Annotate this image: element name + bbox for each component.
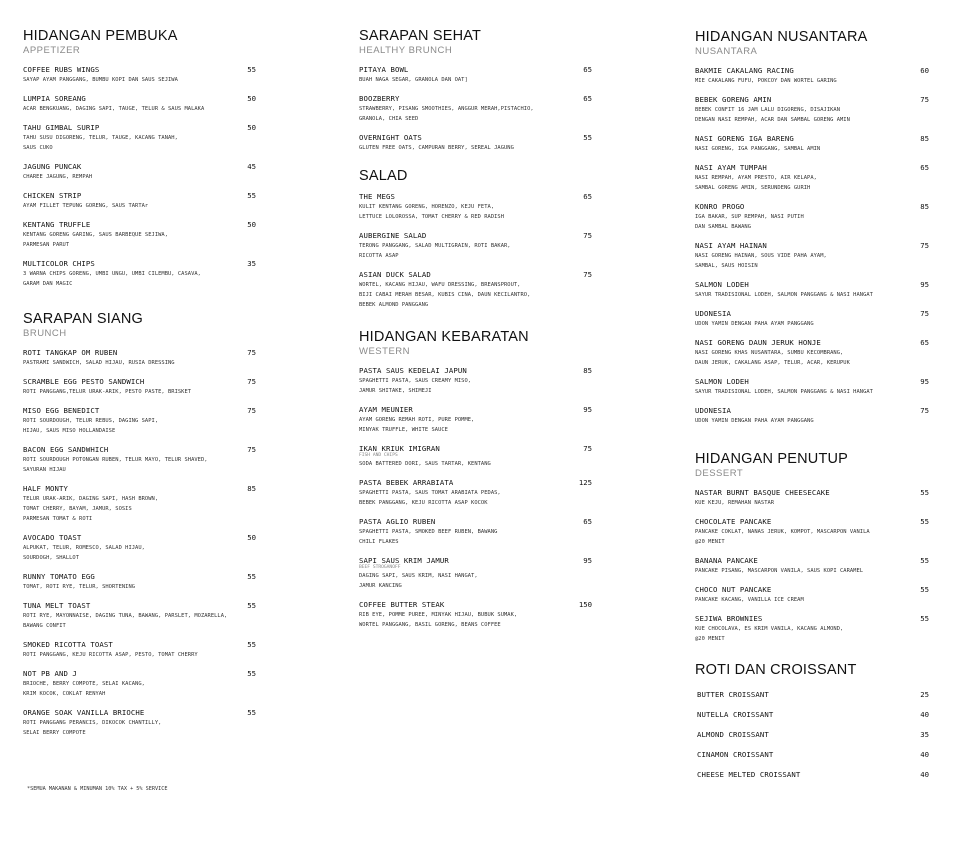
menu-item	[23, 348, 256, 368]
menu-item-price: 75	[920, 95, 929, 104]
section-title: HIDANGAN KEBARATAN	[359, 329, 529, 345]
menu-item-description: BIJI CABAI MERAH BESAR, KUBIS CINA, DAUN KECILANTRO,	[359, 292, 531, 298]
section-subtitle: DESSERT	[695, 468, 744, 479]
menu-item-description: SAYAP AYAM PANGGANG, BUMBU KOPI DAN SAUS SEJIWA	[23, 77, 178, 83]
menu-item-description: CHILI FLAKES	[359, 539, 399, 545]
menu-item	[23, 669, 256, 699]
menu-item-list	[695, 488, 929, 644]
menu-item	[695, 614, 929, 644]
menu-item-name: RUNNY TOMATO EGG	[23, 572, 95, 581]
menu-item	[695, 730, 929, 750]
section-hidangan-penutup	[695, 451, 929, 653]
menu-item-price: 85	[247, 484, 256, 493]
menu-item-name: AYAM MEUNIER	[359, 405, 413, 414]
section-roti-dan-croissant	[695, 662, 929, 790]
menu-item-description: SAUS CUKO	[23, 145, 53, 151]
menu-item-price: 95	[583, 556, 592, 565]
menu-item-name: BACON EGG SANDWHICH	[23, 445, 109, 454]
menu-item-price: 55	[247, 708, 256, 717]
menu-item	[359, 556, 592, 591]
menu-item	[23, 377, 256, 397]
menu-item-price: 55	[247, 669, 256, 678]
menu-item	[695, 95, 929, 125]
menu-item-description: WORTEL PANGGANG, BASIL GORENG, BEANS COFFEE	[359, 622, 501, 628]
menu-item-description: PASTRAMI SANDWICH, SALAD HIJAU, RUSIA DRESSING	[23, 360, 175, 366]
menu-item-description: ROTI PANGGANG, KEJU RICOTTA ASAP, PESTO, TOMAT CHERRY	[23, 652, 198, 658]
menu-item-price: 75	[247, 406, 256, 415]
menu-item-list	[23, 65, 256, 289]
menu-item-price: 55	[920, 556, 929, 565]
menu-item-name: NASI AYAM HAINAN	[695, 241, 767, 250]
menu-item-description: RICOTTA ASAP	[359, 253, 399, 259]
menu-item-name: OVERNIGHT OATS	[359, 133, 422, 142]
menu-item-name: NOT PB AND J	[23, 669, 77, 678]
menu-item-name: UDONESIA	[695, 309, 731, 318]
menu-item-price: 35	[247, 259, 256, 268]
menu-item-price: 95	[583, 405, 592, 414]
menu-item-description: AYAM GORENG REMAH ROTI, PURE POMME,	[359, 417, 475, 423]
menu-item-price: 55	[920, 585, 929, 594]
section-subtitle: NUSANTARA	[695, 46, 758, 57]
menu-item-name: SALMON LODEH	[695, 377, 749, 386]
menu-item-description: MIE CAKALANG FUFU, POKCOY DAN WORTEL GARING	[695, 78, 837, 84]
menu-item-tag: BEEF STROGANOFF	[359, 565, 401, 570]
menu-item-list	[359, 366, 592, 630]
menu-item-name: SMOKED RICOTTA TOAST	[23, 640, 113, 649]
menu-item-price: 55	[247, 601, 256, 610]
menu-item-description: ACAR BENGKUANG, DAGING SAPI, TAUGE, TELUR & SAUS MALAKA	[23, 106, 205, 112]
menu-item-description: BRIOCHE, BERRY COMPOTE, SELAI KACANG,	[23, 681, 145, 687]
menu-item-description: JAMUR SHITAKE, SHIMEJI	[359, 388, 432, 394]
menu-item	[23, 445, 256, 475]
menu-item-name: PASTA BEBEK ARRABIATA	[359, 478, 454, 487]
section-subtitle: BRUNCH	[23, 328, 67, 339]
menu-item	[359, 600, 592, 630]
menu-item-description: KULIT KENTANG GORENG, HORENZO, KEJU FETA,	[359, 204, 495, 210]
menu-item-price: 55	[920, 517, 929, 526]
menu-item-tag: FISH AND CHIPS	[359, 453, 398, 458]
menu-item-price: 50	[247, 533, 256, 542]
menu-item-description: SPAGHETTI PASTA, SMOKED BEEF RUBEN, BAWANG	[359, 529, 498, 535]
section-hidangan-kebaratan	[359, 329, 592, 639]
menu-item-name: HALF MONTY	[23, 484, 68, 493]
menu-item-description: TAHU SUSU DIGORENG, TELUR, TAUGE, KACANG TANAH,	[23, 135, 178, 141]
menu-item-name: AUBERGINE SALAD	[359, 231, 427, 240]
menu-item-price: 45	[247, 162, 256, 171]
menu-item-description: HIJAU, SAUS MISO HOLLANDAISE	[23, 428, 116, 434]
menu-item-name: ROTI TANGKAP OM RUBEN	[23, 348, 118, 357]
menu-item-list	[23, 348, 256, 738]
menu-item-description: SAYUR TRADISIONAL LODEH, SALMON PANGGANG & NASI HANGAT	[695, 389, 873, 395]
menu-item	[695, 750, 929, 770]
section-sarapan-siang	[23, 311, 256, 747]
menu-item	[23, 94, 256, 114]
menu-item-name: UDONESIA	[695, 406, 731, 415]
menu-item-description: SAMBAL, SAUS HOISIN	[695, 263, 758, 269]
menu-item-name: TUNA MELT TOAST	[23, 601, 91, 610]
menu-item	[695, 202, 929, 232]
menu-item-description: PARMESAN TOMAT & ROTI	[23, 516, 93, 522]
menu-item-description: ROTI SOURDOUGH, TELUR REBUS, DAGING SAPI,	[23, 418, 159, 424]
menu-item-price: 75	[920, 406, 929, 415]
menu-item-name: BANANA PANCAKE	[695, 556, 758, 565]
menu-item	[23, 123, 256, 153]
menu-item-price: 65	[920, 163, 929, 172]
menu-item-price: 65	[583, 192, 592, 201]
menu-item-name: ASIAN DUCK SALAD	[359, 270, 431, 279]
menu-item-name: IKAN KRIUK IMIGRAN	[359, 444, 440, 453]
menu-item-price: 75	[920, 309, 929, 318]
menu-item-description: ROTI SOURDOUGH POTONGAN RUBEN, TELUR MAYO, TELUR SHAVED,	[23, 457, 208, 463]
tax-footnote: *SEMUA MAKANAN & MINUMAN 10% TAX + 5% SERVICE	[27, 786, 168, 792]
menu-item-description: BEBEK ALMOND PANGGANG	[359, 302, 429, 308]
menu-item-description: SODA BATTERED DORI, SAUS TARTAR, KENTANG	[359, 461, 491, 467]
menu-item-name: NASI GORENG DAUN JERUK HONJE	[695, 338, 821, 347]
menu-item	[359, 405, 592, 435]
menu-item-description: GARAM DAN MAGIC	[23, 281, 73, 287]
menu-item-name: SCRAMBLE EGG PESTO SANDWICH	[23, 377, 145, 386]
menu-item-name: THE MEGS	[359, 192, 395, 201]
menu-item	[23, 259, 256, 289]
menu-item-price: 55	[920, 614, 929, 623]
menu-item	[23, 601, 256, 631]
menu-item	[695, 690, 929, 710]
menu-item-price: 65	[583, 65, 592, 74]
menu-item	[695, 241, 929, 271]
menu-item-price: 55	[583, 133, 592, 142]
section-title: SARAPAN SIANG	[23, 311, 143, 327]
section-subtitle: APPETIZER	[23, 45, 81, 56]
menu-item-name: BEBEK GORENG AMIN	[695, 95, 772, 104]
menu-item	[695, 710, 929, 730]
menu-item-name: CHOCOLATE PANCAKE	[695, 517, 772, 526]
menu-item-description: KENTANG GORENG GARING, SAUS BARBEQUE SEJIWA,	[23, 232, 168, 238]
menu-item-name: PASTA SAUS KEDELAI JAPUN	[359, 366, 467, 375]
menu-item-description: STRAWBERRY, PISANG SMOOTHIES, ANGGUR MERAH,PISTACHIO,	[359, 106, 534, 112]
menu-item-description: NASI GORENG HAINAN, SOUS VIDE PAHA AYAM,	[695, 253, 827, 259]
menu-item-price: 75	[247, 377, 256, 386]
menu-item	[359, 133, 592, 153]
menu-item-list	[359, 65, 592, 153]
menu-item-list	[695, 690, 929, 790]
menu-item	[359, 192, 592, 222]
menu-item-price: 85	[583, 366, 592, 375]
menu-item-name: NASI AYAM TUMPAH	[695, 163, 767, 172]
menu-item-name: JAGUNG PUNCAK	[23, 162, 82, 171]
menu-item-description: ROTI PANGGANG,TELUR URAK-ARIK, PESTO PASTE, BRISKET	[23, 389, 192, 395]
menu-item-name: BUTTER CROISSANT	[697, 690, 769, 699]
section-subtitle: WESTERN	[359, 346, 410, 357]
menu-item-description: SAYUR TRADISIONAL LODEH, SALMON PANGGANG & NASI HANGAT	[695, 292, 873, 298]
menu-item-description: BEBEK CONFIT 16 JAM LALU DIGORENG, DISAJIKAN	[695, 107, 840, 113]
menu-item-description: @20 MENIT	[695, 539, 725, 545]
menu-item	[23, 65, 256, 85]
menu-item-name: CINAMON CROISSANT	[697, 750, 774, 759]
menu-item-description: LETTUCE LOLOROSSA, TOMAT CHERRY & RED RADISH	[359, 214, 504, 220]
menu-item-description: RIB EYE, POMME PUREE, MINYAK HIJAU, BUBUK SUMAK,	[359, 612, 518, 618]
menu-item-price: 65	[920, 338, 929, 347]
menu-item-description: DAUN JERUK, CAKALANG ASAP, TELUR, ACAR, KERUPUK	[695, 360, 850, 366]
menu-item-price: 40	[920, 770, 929, 779]
menu-item	[695, 338, 929, 368]
menu-item-price: 75	[247, 348, 256, 357]
menu-item-name: NASI GORENG IGA BARENG	[695, 134, 794, 143]
menu-item-description: ALPUKAT, TELUR, ROMESCO, SALAD HIJAU,	[23, 545, 145, 551]
menu-item	[359, 231, 592, 261]
section-title: SARAPAN SEHAT	[359, 28, 482, 44]
menu-item-price: 150	[578, 600, 592, 609]
menu-item-description: BEBEK PANGGANG, KEJU RICOTTA ASAP KOCOK	[359, 500, 488, 506]
menu-item-name: MULTICOLOR CHIPS	[23, 259, 95, 268]
menu-item	[695, 488, 929, 508]
menu-item-name: NUTELLA CROISSANT	[697, 710, 774, 719]
menu-item-description: ROTI PANGGANG PERANCIS, DIKOCOK CHANTILLY,	[23, 720, 162, 726]
menu-item-description: GLUTEN FREE OATS, CAMPURAN BERRY, SEREAL JAGUNG	[359, 145, 514, 151]
menu-item-description: NASI GORENG KHAS NUSANTARA, SUMBU KECOMBRANG,	[695, 350, 844, 356]
menu-item-price: 50	[247, 94, 256, 103]
menu-item-list	[695, 66, 929, 426]
menu-item-description: SPAGHETTI PASTA, SAUS CREAMY MISO,	[359, 378, 472, 384]
menu-item	[695, 585, 929, 605]
section-title: HIDANGAN PENUTUP	[695, 451, 849, 467]
menu-item-price: 75	[920, 241, 929, 250]
menu-item-price: 75	[583, 231, 592, 240]
menu-item-description: PANCAKE PISANG, MASCARPON VANILA, SAUS KOPI CARAMEL	[695, 568, 864, 574]
menu-item	[23, 572, 256, 592]
menu-item	[359, 444, 592, 469]
menu-item-name: SEJIWA BROWNIES	[695, 614, 763, 623]
menu-item-price: 55	[920, 488, 929, 497]
menu-item	[359, 65, 592, 85]
menu-item-description: UDON YAMIN DENGAN PAHA AYAM PANGGANG	[695, 418, 814, 424]
menu-item-description: BUAH NAGA SEGAR, GRANOLA DAN OAT]	[359, 77, 468, 83]
menu-item-name: ORANGE SOAK VANILLA BRIOCHE	[23, 708, 145, 717]
menu-item-name: SALMON LODEH	[695, 280, 749, 289]
menu-item-name: BOOZBERRY	[359, 94, 400, 103]
menu-item-name: BAKMIE CAKALANG RACING	[695, 66, 794, 75]
menu-item-price: 95	[920, 377, 929, 386]
menu-item	[23, 484, 256, 524]
menu-item-description: TERONG PANGGANG, SALAD MULTIGRAIN, ROTI BAKAR,	[359, 243, 511, 249]
menu-item-price: 65	[583, 94, 592, 103]
menu-item-description: KRIM KOCOK, COKLAT RENYAH	[23, 691, 106, 697]
menu-item-price: 55	[247, 572, 256, 581]
menu-item-description: NASI REMPAH, AYAM PRESTO, AIR KELAPA,	[695, 175, 817, 181]
menu-item-description: TOMAT CHERRY, BAYAM, JAMUR, SOSIS	[23, 506, 132, 512]
menu-item-price: 75	[583, 444, 592, 453]
menu-item	[23, 708, 256, 738]
menu-item-description: TELUR URAK-ARIK, DAGING SAPI, HASH BROWN,	[23, 496, 159, 502]
menu-item	[359, 94, 592, 124]
menu-item-name: TAHU GIMBAL SURIP	[23, 123, 100, 132]
menu-item-description: KUE CHOCOLAVA, ES KRIM VANILA, KACANG ALMOND,	[695, 626, 844, 632]
menu-item-description: SELAI BERRY COMPOTE	[23, 730, 86, 736]
menu-item-description: BAWANG CONFIT	[23, 623, 66, 629]
menu-item-price: 95	[920, 280, 929, 289]
menu-item-name: PITAYA BOWL	[359, 65, 409, 74]
section-title: SALAD	[359, 168, 408, 184]
menu-item-description: ROTI RYE, MAYONNAISE, DAGING TUNA, BAWANG, PARSLET, MOZARELLA,	[23, 613, 228, 619]
section-salad	[359, 168, 592, 319]
menu-item	[359, 478, 592, 508]
menu-item-description: CHAREE JAGUNG, REMPAH	[23, 174, 93, 180]
menu-item-name: PASTA AGLIO RUBEN	[359, 517, 436, 526]
menu-item-description: PARMESAN PARUT	[23, 242, 70, 248]
section-subtitle: HEALTHY BRUNCH	[359, 45, 453, 56]
menu-item-price: 65	[583, 517, 592, 526]
menu-item-description: DAN SAMBAL BAWANG	[695, 224, 752, 230]
menu-item-price: 75	[583, 270, 592, 279]
menu-item-price: 50	[247, 123, 256, 132]
menu-item-description: @20 MENIT	[695, 636, 725, 642]
menu-item	[695, 377, 929, 397]
menu-item-description: 3 WARNA CHIPS GORENG, UMBI UNGU, UMBI CILEMBU, CASAVA,	[23, 271, 201, 277]
menu-item	[23, 191, 256, 211]
menu-item-description: DENGAN NASI REMPAH, ACAR DAN SAMBAL GORENG AMIN	[695, 117, 850, 123]
menu-item-description: UDON YAMIN DENGAN PAHA AYAM PANGGANG	[695, 321, 814, 327]
menu-item-name: CHOCO NUT PANCAKE	[695, 585, 772, 594]
menu-item-description: SAYURAN HIJAU	[23, 467, 66, 473]
section-title: HIDANGAN PEMBUKA	[23, 28, 178, 44]
menu-item-description: NASI GORENG, IGA PANGGANG, SAMBAL AMIN	[695, 146, 821, 152]
menu-item	[23, 162, 256, 182]
menu-item-description: GRANOLA, CHIA SEED	[359, 116, 419, 122]
section-hidangan-nusantara	[695, 29, 929, 435]
menu-item-price: 55	[247, 65, 256, 74]
menu-item-name: COFFEE BUTTER STEAK	[359, 600, 445, 609]
menu-item-description: SPAGHETTI PASTA, SAUS TOMAT ARABIATA PEDAS,	[359, 490, 501, 496]
menu-item	[695, 280, 929, 300]
menu-item-price: 40	[920, 750, 929, 759]
menu-item-name: KENTANG TRUFFLE	[23, 220, 91, 229]
menu-item-description: JAMUR KANCING	[359, 583, 402, 589]
section-sarapan-sehat	[359, 28, 592, 162]
menu-item-name: COFFEE RUBS WINGS	[23, 65, 100, 74]
section-title: HIDANGAN NUSANTARA	[695, 29, 868, 45]
menu-item	[359, 366, 592, 396]
menu-item-name: CHICKEN STRIP	[23, 191, 82, 200]
menu-item-description: PANCAKE KACANG, VANILLA ICE CREAM	[695, 597, 804, 603]
menu-item	[695, 770, 929, 790]
menu-item-price: 60	[920, 66, 929, 75]
menu-item-description: AYAM FILLET TEPUNG GORENG, SAUS TARTAr	[23, 203, 149, 209]
menu-item-price: 40	[920, 710, 929, 719]
menu-item-list	[359, 192, 592, 310]
menu-item-price: 55	[247, 191, 256, 200]
menu-item-price: 25	[920, 690, 929, 699]
menu-item-description: SOURDOGH, SHALLOT	[23, 555, 80, 561]
menu-item	[695, 309, 929, 329]
menu-item-price: 50	[247, 220, 256, 229]
menu-item-price: 85	[920, 202, 929, 211]
menu-item-price: 55	[247, 640, 256, 649]
menu-item	[359, 270, 592, 310]
menu-item	[695, 517, 929, 547]
section-title: ROTI DAN CROISSANT	[695, 662, 857, 678]
section-hidangan-pembuka	[23, 28, 256, 298]
menu-item-description: DAGING SAPI, SAUS KRIM, NASI HANGAT,	[359, 573, 478, 579]
menu-item-price: 75	[247, 445, 256, 454]
menu-item	[23, 533, 256, 563]
menu-item-name: ALMOND CROISSANT	[697, 730, 769, 739]
menu-item	[695, 556, 929, 576]
menu-item	[695, 134, 929, 154]
menu-item	[695, 66, 929, 86]
menu-item	[23, 640, 256, 660]
menu-item-description: TOMAT, ROTI RYE, TELUR, SHORTENING	[23, 584, 136, 590]
menu-item-name: SAPI SAUS KRIM JAMUR	[359, 556, 449, 565]
menu-item	[23, 406, 256, 436]
menu-item-price: 125	[578, 478, 592, 487]
menu-item-price: 35	[920, 730, 929, 739]
menu-item-description: KUE KEJU, REMAHAN NASTAR	[695, 500, 775, 506]
menu-item-description: MINYAK TRUFFLE, WHITE SAUCE	[359, 427, 448, 433]
menu-item	[695, 406, 929, 426]
menu-item	[695, 163, 929, 193]
menu-item-name: NASTAR BURNT BASQUE CHEESECAKE	[695, 488, 830, 497]
menu-item-name: CHEESE MELTED CROISSANT	[697, 770, 801, 779]
menu-item-name: LUMPIA SOREANG	[23, 94, 86, 103]
menu-item-name: MISO EGG BENEDICT	[23, 406, 100, 415]
menu-item	[23, 220, 256, 250]
menu-item-description: SAMBAL GORENG AMIN, SERUNDENG GURIH	[695, 185, 811, 191]
menu-item-description: IGA BAKAR, SUP REMPAH, NASI PUTIH	[695, 214, 804, 220]
menu-item	[359, 517, 592, 547]
menu-item-name: AVOCADO TOAST	[23, 533, 82, 542]
menu-item-description: PANCAKE COKLAT, NANAS JERUK, KOMPOT, MASCARPON VANILA	[695, 529, 870, 535]
menu-item-name: KONRO PROGO	[695, 202, 745, 211]
menu-item-price: 85	[920, 134, 929, 143]
menu-item-description: WORTEL, KACANG HIJAU, WAFU DRESSING, BREANSPROUT,	[359, 282, 521, 288]
